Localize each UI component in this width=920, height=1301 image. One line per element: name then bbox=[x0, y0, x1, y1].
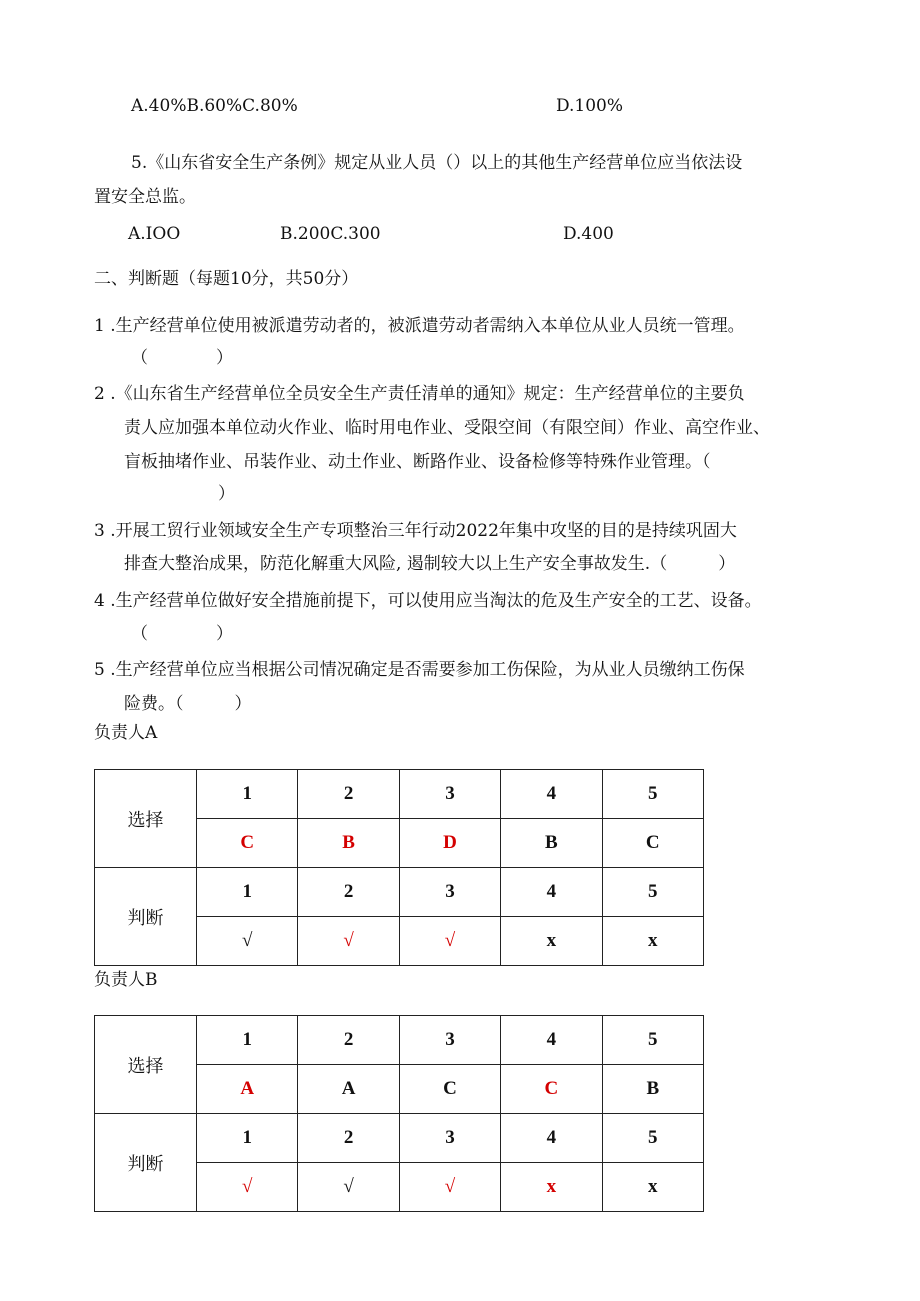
header-cell: 3 bbox=[399, 1114, 500, 1163]
header-cell: 3 bbox=[399, 1016, 500, 1065]
header-cell: 5 bbox=[602, 1016, 703, 1065]
header-cell: 2 bbox=[298, 1114, 399, 1163]
header-cell: 1 bbox=[197, 770, 298, 819]
header-cell: 5 bbox=[602, 868, 703, 917]
judge-answer-cell: √ bbox=[197, 917, 298, 966]
choice-answer-cell: C bbox=[399, 1065, 500, 1114]
judge-answer-cell: √ bbox=[399, 917, 500, 966]
header-cell: 2 bbox=[298, 868, 399, 917]
table-row bbox=[95, 770, 704, 819]
judge-item-1-line2: （ ） bbox=[131, 348, 233, 368]
choice-row-label: 选择 bbox=[95, 1016, 197, 1114]
q5-text-line1: 5.《山东省安全生产条例》规定从业人员（）以上的其他生产经营单位应当依法设 bbox=[131, 153, 743, 173]
judge-item-3-line2: 排查大整治成果，防范化解重大风险, 遏制较大以上生产安全事故发生.（ ） bbox=[124, 554, 736, 574]
judge-item-5-line2: 险费。（ ） bbox=[124, 694, 252, 714]
answer-table-a bbox=[94, 769, 704, 966]
header-cell: 1 bbox=[197, 868, 298, 917]
judge-item-2-line3: 盲板抽堵作业、吊装作业、动土作业、断路作业、设备检修等特殊作业管理。（ bbox=[124, 452, 711, 472]
header-cell: 4 bbox=[501, 868, 602, 917]
choice-answer-cell: D bbox=[399, 819, 500, 868]
judge-answer-cell: x bbox=[501, 1163, 602, 1212]
judge-item-4-line2: （ ） bbox=[131, 624, 233, 644]
judge-answer-cell: √ bbox=[399, 1163, 500, 1212]
judge-item-5-line1: 5 .生产经营单位应当根据公司情况确定是否需要参加工伤保险，为从业人员缴纳工伤保 bbox=[94, 660, 745, 680]
q5-text-line2: 置安全总监。 bbox=[94, 187, 196, 207]
header-cell: 2 bbox=[298, 770, 399, 819]
choice-answer-cell: A bbox=[197, 1065, 298, 1114]
judge-answer-cell: x bbox=[501, 917, 602, 966]
judge-answer-cell: √ bbox=[197, 1163, 298, 1212]
judge-answer-cell: √ bbox=[298, 917, 399, 966]
q5-option-a: A.IOO bbox=[128, 224, 181, 244]
header-cell: 4 bbox=[501, 1016, 602, 1065]
choice-answer-cell: C bbox=[501, 1065, 602, 1114]
choice-answer-cell: A bbox=[298, 1065, 399, 1114]
judge-answer-cell: x bbox=[602, 917, 703, 966]
judge-answer-cell: √ bbox=[298, 1163, 399, 1212]
header-cell: 5 bbox=[602, 770, 703, 819]
header-cell: 4 bbox=[501, 770, 602, 819]
judge-item-4-line1: 4 .生产经营单位做好安全措施前提下，可以使用应当淘汰的危及生产安全的工艺、设备。 bbox=[94, 591, 762, 611]
q5-option-d: D.400 bbox=[563, 224, 614, 244]
choice-answer-cell: B bbox=[298, 819, 399, 868]
header-cell: 1 bbox=[197, 1114, 298, 1163]
choice-answer-cell: B bbox=[602, 1065, 703, 1114]
table-a-caption: 负责人A bbox=[94, 723, 158, 743]
choice-answer-cell: C bbox=[602, 819, 703, 868]
judge-row-label: 判断 bbox=[95, 1114, 197, 1212]
header-cell: 4 bbox=[501, 1114, 602, 1163]
header-cell: 3 bbox=[399, 868, 500, 917]
judge-item-3-line1: 3 .开展工贸行业领域安全生产专项整治三年行动2022年集中攻坚的目的是持续巩固大 bbox=[94, 521, 737, 541]
judge-item-2-line1: 2 .《山东省生产经营单位全员安全生产责任清单的通知》规定：生产经营单位的主要负 bbox=[94, 384, 745, 404]
judge-row-label: 判断 bbox=[95, 868, 197, 966]
answer-table-b bbox=[94, 1015, 704, 1212]
header-cell: 2 bbox=[298, 1016, 399, 1065]
choice-answer-cell: B bbox=[501, 819, 602, 868]
q4-options-abc: A.40%B.60%C.80% bbox=[131, 96, 298, 116]
table-row bbox=[95, 1016, 704, 1065]
q5-options-bc: B.200C.300 bbox=[280, 224, 381, 244]
header-cell: 5 bbox=[602, 1114, 703, 1163]
header-cell: 1 bbox=[197, 1016, 298, 1065]
judge-item-2-line4: ） bbox=[218, 484, 235, 504]
table-b-caption: 负责人B bbox=[94, 970, 158, 990]
section2-title: 二、判断题（每题10分，共50分） bbox=[94, 269, 359, 289]
choice-row-label: 选择 bbox=[95, 770, 197, 868]
judge-answer-cell: x bbox=[602, 1163, 703, 1212]
table-row bbox=[95, 1114, 704, 1163]
judge-item-2-line2: 责人应加强本单位动火作业、临时用电作业、受限空间（有限空间）作业、高空作业、 bbox=[124, 418, 770, 438]
choice-answer-cell: C bbox=[197, 819, 298, 868]
header-cell: 3 bbox=[399, 770, 500, 819]
table-row bbox=[95, 868, 704, 917]
judge-item-1-line1: 1 .生产经营单位使用被派遣劳动者的，被派遣劳动者需纳入本单位从业人员统一管理。 bbox=[94, 316, 745, 336]
q4-option-d: D.100% bbox=[556, 96, 624, 116]
